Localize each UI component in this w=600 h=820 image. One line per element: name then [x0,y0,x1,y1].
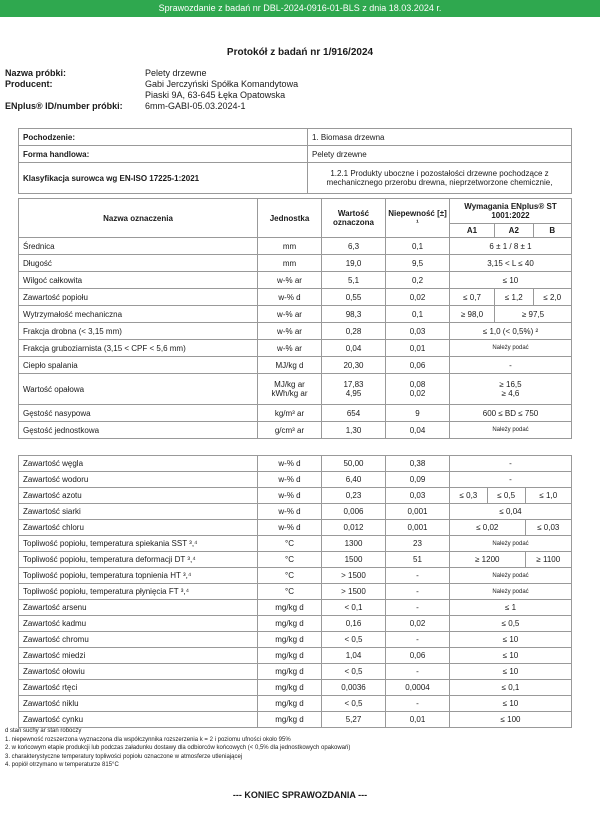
row-name: Zawartość wodoru [19,472,258,488]
meta-label: ENplus® ID/number próbki: [5,101,123,111]
table-row [19,289,572,306]
row-requirement: ≤ 100 [450,712,572,728]
row-name: Wartość opałowa [19,374,258,405]
header-a2: A2 [495,223,533,237]
row-name: Gęstość nasypowa [19,405,258,422]
row-value: > 1500 [322,568,386,584]
row-requirement: ≤ 1,0 (< 0,5%) ² [450,323,572,340]
table-row [19,405,572,422]
meta-value: Gabi Jerczyński Spółka Komandytowa [145,79,299,89]
row-value: < 0,5 [322,664,386,680]
row-req-a1: ≤ 0,3 [450,488,488,504]
row-unit: MJ/kg ar kWh/kg ar [258,374,322,405]
row-name: Zawartość azotu [19,488,258,504]
row-unit: mg/kg d [258,600,322,616]
physical-properties-table [18,198,572,439]
row-req-b: ≥ 1100 [525,552,571,568]
row-unit: mg/kg d [258,712,322,728]
row-requirement: - [450,472,572,488]
table-row [19,472,572,488]
row-uncertainty: 0,02 [386,616,450,632]
row-value: 0,16 [322,616,386,632]
form-label: Forma handlowa: [19,146,308,163]
row-requirement: Należy podać [450,536,572,552]
row-value: 1500 [322,552,386,568]
row-name: Gęstość jednostkowa [19,422,258,439]
table-row [19,357,572,374]
row-uncertainty: - [386,584,450,600]
row-requirement: 600 ≤ BD ≤ 750 [450,405,572,422]
row-requirement: ≤ 0,5 [450,616,572,632]
table-row [19,422,572,439]
row-uncertainty: - [386,696,450,712]
row-unit: w-% d [258,472,322,488]
row-name: Zawartość siarki [19,504,258,520]
row-requirement: - [450,357,572,374]
row-name: Długość [19,255,258,272]
table-row [19,616,572,632]
row-name: Zawartość węgla [19,456,258,472]
table-row [19,504,572,520]
footnote: 1. niepewność rozszerzona wyznaczona dla współczynnika rozszerzenia k = 2 i poziomu ufności około 95% [5,736,291,743]
table-row [19,568,572,584]
table-row [19,632,572,648]
footnotes [5,727,350,770]
row-value: 17,83 4,95 [322,374,386,405]
row-unit: mg/kg d [258,696,322,712]
classification-label: Klasyfikacja surowca wg EN-ISO 17225-1:2021 [19,163,308,194]
row-value: 5,1 [322,272,386,289]
row-req-b: ≤ 1,0 [525,488,571,504]
table-row [19,238,572,255]
end-of-report: --- KONIEC SPRAWOZDANIA --- [232,790,368,800]
row-value: 6,40 [322,472,386,488]
row-unit: w-% ar [258,323,322,340]
row-value: 6,3 [322,238,386,255]
row-name: Topliwość popiołu, temperatura płynięcia FT ³,⁴ [19,584,258,600]
row-requirement: ≤ 10 [450,632,572,648]
row-name: Zawartość cynku [19,712,258,728]
row-requirement: 6 ± 1 / 8 ± 1 [450,238,572,255]
header-value: Wartość oznaczona [322,199,386,238]
row-unit: mg/kg d [258,648,322,664]
row-uncertainty: 0,08 0,02 [386,374,450,405]
row-name: Frakcja gruboziarnista (3,15 < CPF < 5,6 mm) [19,340,258,357]
row-requirement: ≤ 10 [450,696,572,712]
row-unit: mg/kg d [258,664,322,680]
chemical-properties-table [18,455,572,728]
row-unit: w-% d [258,488,322,504]
row-req-a1a2: ≤ 0,02 [450,520,526,536]
row-requirement: ≤ 10 [450,664,572,680]
row-uncertainty: 0,01 [386,340,450,357]
row-unit: w-% d [258,520,322,536]
footnote: d stan suchy ar stan roboczy [5,728,82,734]
footnote: 3. charakterystyczne temperatury topliwości popiołu oznaczone w atmosferze utleniającej [5,753,243,760]
sample-meta [5,68,298,112]
form-value: Pelety drzewne [308,146,572,163]
row-uncertainty: 0,2 [386,272,450,289]
row-req-a2: ≤ 0,5 [487,488,525,504]
table-row [19,323,572,340]
row-unit: mm [258,238,322,255]
row-uncertainty: - [386,664,450,680]
row-unit: g/cm³ ar [258,422,322,439]
row-value: < 0,1 [322,600,386,616]
meta-label: Nazwa próbki: [5,68,67,78]
header-unit: Jednostka [258,199,322,238]
row-unit: mm [258,255,322,272]
row-name: Zawartość rtęci [19,680,258,696]
row-unit: MJ/kg d [258,357,322,374]
table-row [19,374,572,405]
row-req-b: ≤ 0,03 [525,520,571,536]
row-req-a2b: ≥ 97,5 [495,306,572,323]
row-name: Frakcja drobna (< 3,15 mm) [19,323,258,340]
row-uncertainty: - [386,632,450,648]
row-uncertainty: 0,09 [386,472,450,488]
row-unit: w-% d [258,504,322,520]
row-value: 1,30 [322,422,386,439]
row-name: Zawartość chloru [19,520,258,536]
row-name: Topliwość popiołu, temperatura topnienia HT ³,⁴ [19,568,258,584]
row-uncertainty: 0,001 [386,520,450,536]
row-requirement: 3,15 < L ≤ 40 [450,255,572,272]
row-name: Wilgoć całkowita [19,272,258,289]
row-unit: °C [258,536,322,552]
meta-label [5,90,145,101]
report-banner: Sprawozdanie z badań nr DBL-2024-0916-01-BLS z dnia 18.03.2024 r. [0,0,600,17]
row-uncertainty: 0,0004 [386,680,450,696]
row-uncertainty: 9,5 [386,255,450,272]
table-row [19,664,572,680]
table-row [19,648,572,664]
meta-value: Pelety drzewne [145,68,207,78]
row-unit: mg/kg d [258,616,322,632]
row-requirement: Należy podać [450,584,572,600]
row-requirement: - [450,456,572,472]
footnote: 4. popiół otrzymano w temperaturze 815°C [5,762,119,768]
table-row [19,306,572,323]
table-row [19,488,572,504]
row-uncertainty: 0,03 [386,323,450,340]
row-unit: °C [258,584,322,600]
row-uncertainty: 0,06 [386,648,450,664]
row-value: 50,00 [322,456,386,472]
row-name: Wytrzymałość mechaniczna [19,306,258,323]
table-row [19,456,572,472]
row-value: 1300 [322,536,386,552]
row-name: Zawartość ołowiu [19,664,258,680]
row-value: 5,27 [322,712,386,728]
row-req-b: ≤ 2,0 [533,289,571,306]
header-b: B [533,223,571,237]
row-uncertainty: 51 [386,552,450,568]
row-name: Topliwość popiołu, temperatura deformacji DT ³,⁴ [19,552,258,568]
row-requirement: ≤ 0,1 [450,680,572,696]
row-requirement: ≥ 16,5 ≥ 4,6 [450,374,572,405]
row-uncertainty: 0,1 [386,306,450,323]
table-row [19,340,572,357]
row-requirement: Należy podać [450,568,572,584]
row-value: 1,04 [322,648,386,664]
table-row [19,536,572,552]
meta-value: Piaski 9A, 63-645 Łęka Opatowska [145,90,286,100]
row-uncertainty: 23 [386,536,450,552]
row-uncertainty: 0,38 [386,456,450,472]
row-uncertainty: 9 [386,405,450,422]
row-req-a1a2: ≥ 1200 [450,552,526,568]
header-requirements: Wymagania ENplus® ST 1001:2022 [450,199,572,224]
row-value: < 0,5 [322,696,386,712]
protocol-title: Protokół z badań nr 1/916/2024 [226,47,374,58]
row-uncertainty: - [386,600,450,616]
row-name: Zawartość miedzi [19,648,258,664]
row-value: 0,28 [322,323,386,340]
row-uncertainty: 0,04 [386,422,450,439]
row-req-a1: ≥ 98,0 [450,306,495,323]
origin-table [18,128,572,194]
row-requirement: ≤ 10 [450,648,572,664]
row-uncertainty: - [386,568,450,584]
row-unit: mg/kg d [258,680,322,696]
row-name: Topliwość popiołu, temperatura spiekania SST ³,⁴ [19,536,258,552]
row-value: 0,55 [322,289,386,306]
meta-label: Producent: [5,79,53,89]
row-name: Zawartość chromu [19,632,258,648]
row-value: 19,0 [322,255,386,272]
table-row [19,552,572,568]
row-uncertainty: 0,01 [386,712,450,728]
row-unit: kg/m³ ar [258,405,322,422]
row-uncertainty: 0,03 [386,488,450,504]
row-unit: °C [258,568,322,584]
row-value: 0,0036 [322,680,386,696]
row-uncertainty: 0,1 [386,238,450,255]
row-req-a1: ≤ 0,7 [450,289,495,306]
table-row [19,255,572,272]
row-unit: mg/kg d [258,632,322,648]
row-name: Zawartość popiołu [19,289,258,306]
table-row [19,520,572,536]
row-unit: w-% ar [258,272,322,289]
row-value: 0,006 [322,504,386,520]
header-uncertainty: Niepewność [±] ¹ [386,199,450,238]
row-value: 98,3 [322,306,386,323]
row-value: 0,23 [322,488,386,504]
row-requirement: Należy podać [450,340,572,357]
header-name: Nazwa oznaczenia [19,199,258,238]
row-requirement: ≤ 0,04 [450,504,572,520]
row-name: Ciepło spalania [19,357,258,374]
row-uncertainty: 0,06 [386,357,450,374]
table-row [19,584,572,600]
origin-value: 1. Biomasa drzewna [308,129,572,146]
meta-value: 6mm-GABI-05.03.2024-1 [145,101,246,111]
footnote: 2. w końcowym etapie produkcji lub podczas załadunku dostawy dla odbiorców końcowych (< 0,5% dla jednostkowych opakowań) [5,745,351,751]
row-uncertainty: 0,02 [386,289,450,306]
row-uncertainty: 0,001 [386,504,450,520]
row-requirement: ≤ 10 [450,272,572,289]
row-requirement: Należy podać [450,422,572,439]
row-requirement: ≤ 1 [450,600,572,616]
row-value: 0,04 [322,340,386,357]
row-value: 20,30 [322,357,386,374]
row-unit: °C [258,552,322,568]
table-row [19,272,572,289]
row-name: Średnica [19,238,258,255]
row-value: 654 [322,405,386,422]
table-row [19,712,572,728]
row-name: Zawartość arsenu [19,600,258,616]
row-req-a2: ≤ 1,2 [495,289,533,306]
table-row [19,600,572,616]
origin-label: Pochodzenie: [19,129,308,146]
row-value: > 1500 [322,584,386,600]
header-a1: A1 [450,223,495,237]
row-name: Zawartość niklu [19,696,258,712]
row-name: Zawartość kadmu [19,616,258,632]
row-value: < 0,5 [322,632,386,648]
table-row [19,680,572,696]
row-unit: w-% ar [258,340,322,357]
row-unit: w-% d [258,456,322,472]
row-value: 0,012 [322,520,386,536]
table-row [19,696,572,712]
classification-value: 1.2.1 Produkty uboczne i pozostałości drzewne pochodzące z mechanicznego przerobu drewna, nieprzetworzone chemicznie, [308,163,572,194]
row-unit: w-% ar [258,306,322,323]
row-unit: w-% d [258,289,322,306]
